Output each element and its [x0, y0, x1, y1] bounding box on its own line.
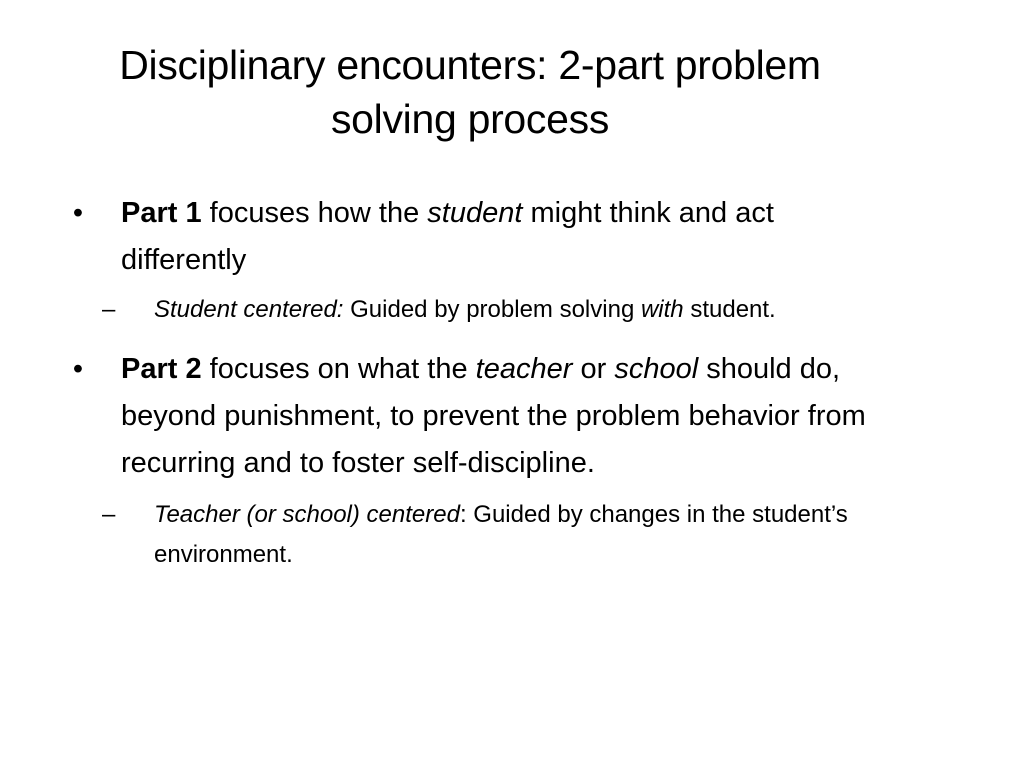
subbullet-part-1 — [68, 290, 898, 330]
bullet-part-2-text-a: focuses on what the — [201, 353, 476, 385]
slide-content — [68, 190, 898, 591]
slide-title — [40, 38, 900, 146]
subbullet-part-1-text-b: student. — [683, 296, 776, 323]
bullet-marker: • — [72, 197, 84, 229]
bullet-part-2 — [68, 346, 898, 487]
bullet-part-1-text-b: might think and act differently — [121, 197, 774, 276]
bullet-part-1-label: Part 1 — [121, 197, 202, 229]
bullet-part-1 — [68, 190, 898, 284]
bullet-part-2-emphasis-teacher: teacher — [475, 353, 573, 385]
bullet-part-1-text-a: focuses how the — [201, 197, 428, 229]
subbullet-part-1-label: Student centered: — [154, 296, 344, 323]
slide-title-line-1: Disciplinary encounters: 2-part problem — [119, 42, 821, 88]
bullet-part-2-emphasis-school: school — [614, 353, 699, 385]
bullet-marker: • — [72, 353, 84, 385]
subbullet-part-2-label: Teacher (or school) centered — [154, 501, 460, 528]
bullet-part-1-emphasis: student — [427, 197, 523, 229]
slide-title-line-2: solving process — [330, 96, 610, 142]
bullet-part-2-label: Part 2 — [121, 353, 202, 385]
bullet-part-2-text-b: or — [572, 353, 615, 385]
subbullet-part-1-text-a: Guided by problem solving — [343, 296, 641, 323]
bullet-part-2-text-c: should do, beyond punishment, to prevent the problem behavior from recurring and to foster self-discipline. — [121, 353, 866, 479]
subbullet-marker: – — [102, 296, 116, 323]
subbullet-part-1-emphasis: with — [640, 296, 684, 323]
subbullet-marker: – — [102, 501, 116, 528]
subbullet-part-2 — [68, 495, 898, 575]
subbullet-part-2-text-a: : Guided by changes in the student’s environment. — [154, 501, 848, 568]
